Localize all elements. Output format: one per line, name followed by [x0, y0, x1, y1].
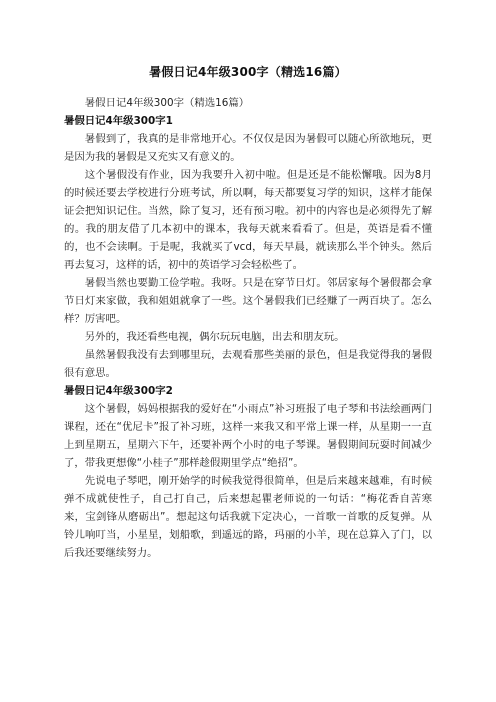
paragraph: 先说电子琴吧，刚开始学的时候我觉得很简单，但是后来越来越难，有时候弹不成就使性子，自己打自己，后来想起瞿老师说的一句话：“梅花香自苦寒来，宝剑锋从磨砺出”。想起这句话我就下定决心，一首歌一首歌的反复弹。从铃儿响叮当，小星星，划船歌，到遥远的路，玛丽的小羊，现在总算入了门，以后我还要继续努力。 [64, 475, 432, 559]
paragraph: 暑假到了，我真的是非常地开心。不仅仅是因为暑假可以随心所欲地玩，更是因为我的暑假是又充实又有意义的。 [64, 133, 432, 163]
paragraph: 这个暑假，妈妈根据我的爱好在“小雨点”补习班报了电子琴和书法绘画两门课程，还在“优尼卡”报了补习班，这样一来我又和平常上课一样，从星期一一直上到星期五，星期六下午，还要补两个小时的电子琴课。暑假期间玩耍时间减少了，带我更想像“小桂子”那样趁假期里学点“绝招”。 [64, 403, 432, 469]
paragraph: 另外的，我还看些电视，偶尔玩玩电脑，出去和朋友玩。 [84, 331, 345, 343]
paragraph: 暑假当然也要勤工俭学啦。我呀。只是在穿节日灯。邻居家每个暑假都会拿节日灯来家做，我和姐姐就拿了一些。这个暑假我们已经赚了一两百块了。怎么样？厉害吧。 [64, 277, 432, 325]
section-heading: 暑假日记4年级300字1 [64, 115, 173, 127]
paragraph: 这个暑假没有作业，因为我要升入初中啦。但是还是不能松懈哦。因为8月的时候还要去学校进行分班考试，所以啊，每天都要复习学的知识，这样才能保证会把知识记住。当然，除了复习，还有预习啦。初中的内容也是必须得先了解的。我的朋友借了几本初中的课本，我每天就来看看了。但是，英语是看不懂的，也不会读啊。于是呢，我就买了vcd，每天早晨，就读那么半个钟头。然后再去复习，这样的话，初中的英语学习会轻松些了。 [64, 169, 432, 271]
paragraph: 虽然暑假我没有去到哪里玩，去观看那些美丽的景色，但是我觉得我的暑假很有意思。 [64, 349, 432, 379]
document-intro: 暑假日记4年级300字（精选16篇） [84, 97, 250, 109]
document-body [64, 94, 432, 562]
document-title: 暑假日记4年级300字（精选16篇） [149, 65, 347, 79]
section-heading: 暑假日记4年级300字2 [64, 385, 173, 397]
